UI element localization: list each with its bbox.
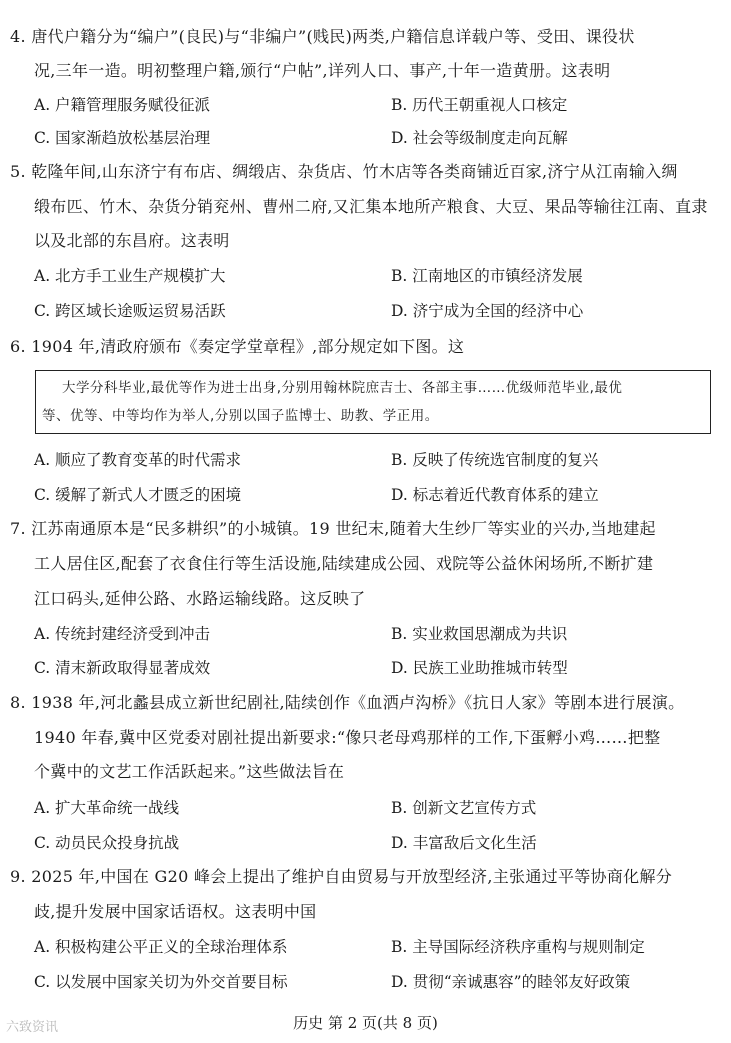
q6-option-c[interactable]: C. 缓解了新式人才匮乏的困境 [34, 486, 242, 504]
q8-option-d[interactable]: D. 丰富敌后文化生活 [391, 834, 537, 852]
q7-stem-line-3: 江口码头,延伸公路、水路运输线路。这反映了 [34, 589, 366, 608]
q5-stem-line-2: 缎布匹、竹木、杂货分销兖州、曹州二府,又汇集本地所产粮食、大豆、果品等输往江南、直隶 [34, 197, 708, 216]
q6-option-d[interactable]: D. 标志着近代教育体系的建立 [391, 486, 599, 504]
q4-stem-line-1: 4. 唐代户籍分为“编户”(良民)与“非编户”(贱民)两类,户籍信息详载户等、受田、课役状 [10, 27, 635, 46]
q7-option-d[interactable]: D. 民族工业助推城市转型 [391, 659, 568, 677]
q5-stem-line-1: 5. 乾隆年间,山东济宁有布店、绸缎店、杂货店、竹木店等各类商铺近百家,济宁从江南输入绸 [10, 162, 678, 181]
q9-option-b[interactable]: B. 主导国际经济秩序重构与规则制定 [391, 938, 645, 956]
q8-option-b[interactable]: B. 创新文艺宣传方式 [391, 799, 537, 817]
q9-stem-line-2: 歧,提升发展中国家话语权。这表明中国 [34, 902, 317, 921]
q5-stem-line-3: 以及北部的东昌府。这表明 [34, 231, 230, 250]
q6-option-b[interactable]: B. 反映了传统选官制度的复兴 [391, 451, 599, 469]
q7-option-b[interactable]: B. 实业救国思潮成为共识 [391, 625, 568, 643]
q6-option-a[interactable]: A. 顺应了教育变革的时代需求 [34, 451, 242, 469]
q8-option-c[interactable]: C. 动员民众投身抗战 [34, 834, 180, 852]
q7-stem-line-2: 工人居住区,配套了衣食住行等生活设施,陆续建成公园、戏院等公益休闲场所,不断扩建 [34, 554, 654, 573]
q4-option-b[interactable]: B. 历代王朝重视人口核定 [391, 96, 568, 114]
q4-option-c[interactable]: C. 国家渐趋放松基层治理 [34, 129, 211, 147]
watermark-text: 六致资讯 [6, 1020, 59, 1035]
q5-option-a[interactable]: A. 北方手工业生产规模扩大 [34, 267, 226, 285]
q8-stem-line-2: 1940 年春,冀中区党委对剧社提出新要求:“像只老母鸡那样的工作,下蛋孵小鸡……把整 [34, 728, 661, 747]
q9-option-c[interactable]: C. 以发展中国家关切为外交首要目标 [34, 973, 288, 991]
q8-stem-line-1: 8. 1938 年,河北蠡县成立新世纪剧社,陆续创作《血洒卢沟桥》《抗日人家》等剧本进行展演。 [10, 693, 685, 712]
q4-option-a[interactable]: A. 户籍管理服务赋役征派 [34, 96, 211, 114]
q8-option-a[interactable]: A. 扩大革命统一战线 [34, 799, 180, 817]
q5-option-b[interactable]: B. 江南地区的市镇经济发展 [391, 267, 583, 285]
watermark [6, 1016, 58, 1035]
q7-stem-line-1: 7. 江苏南通原本是“民多耕织”的小城镇。19 世纪末,随着大生纱厂等实业的兴办,当地建起 [10, 519, 656, 538]
q7-option-c[interactable]: C. 清末新政取得显著成效 [34, 659, 211, 677]
q5-option-d[interactable]: D. 济宁成为全国的经济中心 [391, 302, 584, 320]
q7-option-a[interactable]: A. 传统封建经济受到冲击 [34, 625, 211, 643]
page-footer: 历史 第 2 页(共 8 页) [293, 1014, 438, 1032]
q9-stem-line-1: 9. 2025 年,中国在 G20 峰会上提出了维护自由贸易与开放型经济,主张通过平等协商化解分 [10, 867, 673, 886]
q9-option-a[interactable]: A. 积极构建公平正义的全球治理体系 [34, 938, 288, 956]
q6-quote-line-1: 大学分科毕业,最优等作为进士出身,分别用翰林院庶吉士、各部主事……优级师范毕业,最优 [62, 380, 623, 396]
q9-option-d[interactable]: D. 贯彻“亲诚惠容”的睦邻友好政策 [391, 973, 631, 991]
q4-option-d[interactable]: D. 社会等级制度走向瓦解 [391, 129, 568, 147]
q6-quote-box [35, 370, 711, 434]
q6-quote-line-2: 等、优等、中等均作为举人,分别以国子监博士、助教、学正用。 [42, 408, 439, 424]
q6-stem-line-1: 6. 1904 年,清政府颁布《奏定学堂章程》,部分规定如下图。这 [10, 337, 465, 356]
q8-stem-line-3: 个冀中的文艺工作活跃起来。”这些做法旨在 [34, 762, 345, 781]
q4-stem-line-2: 况,三年一造。明初整理户籍,颁行“户帖”,详列人口、事产,十年一造黄册。这表明 [34, 61, 611, 80]
q5-option-c[interactable]: C. 跨区域长途贩运贸易活跃 [34, 302, 226, 320]
